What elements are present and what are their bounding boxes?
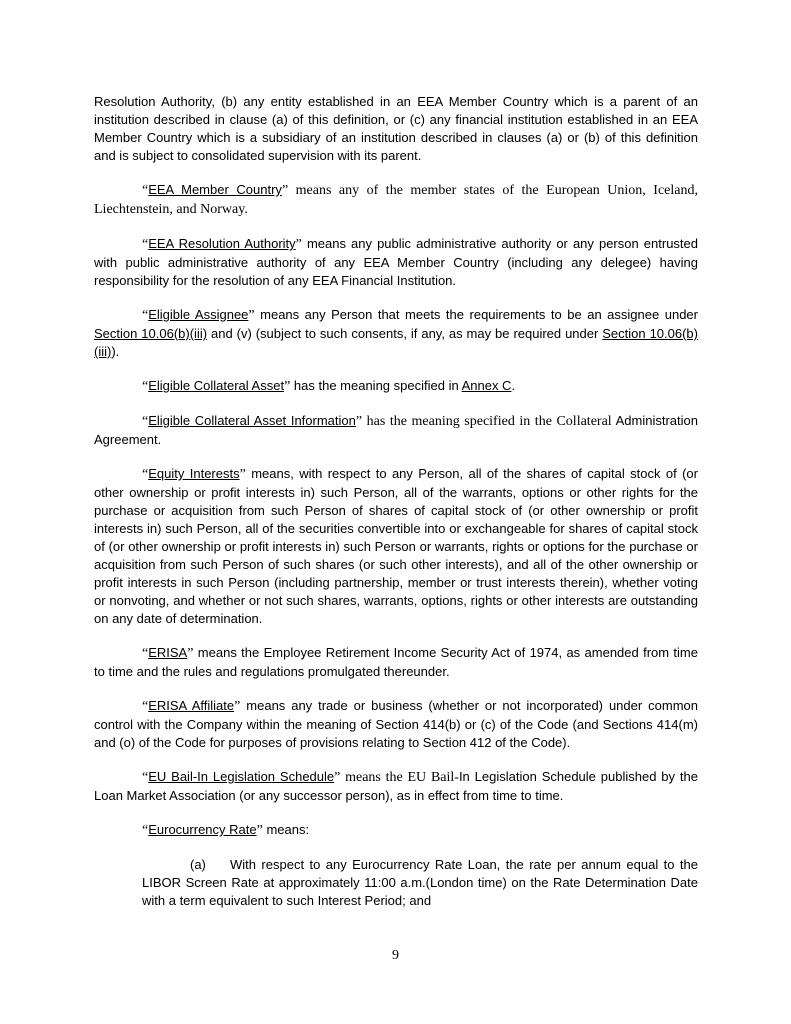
definition-eu-bail-in-legislation-schedule: “EU Bail-In Legislation Schedule” means the EU Bail-In Legislation Schedule published by the Loan Market Association (or any successor person), as in effect from time to time. <box>94 769 698 803</box>
definition-erisa-affiliate: “ERISA Affiliate” means any trade or business (whether or not incorporated) under common control with the Company within the meaning of Section 414(b) or (c) of the Code (and Sections 414(m) and (o) of the Code for purposes of provisions relating to Section 412 of the Code). <box>94 698 698 750</box>
definition-text: means any public administrative authority or any person entrusted with public administrative authority of any EEA Member Country (including any delegee) having responsibility for the resolution of any EEA Financial Institution. <box>94 236 698 288</box>
definition-equity-interests: “Equity Interests” means, with respect to any Person, all of the shares of capital stock of (or other ownership or profit interests in) such Person, all of the warrants, options or other rights for the purchase or acquisition from such Person of shares of capital stock of (or other ownership or profit interests in) such Person, all of the securities convertible into or exchangeable for shares of capital stock of (or other ownership or profit interests in) such Person or warrants, rights or options for the purchase or acquisition from such Person of such shares (or such other interests), and all of the other ownership or profit interests in such Person (including partnership, member or trust interests therein), whether voting or nonvoting, and whether or not such shares, warrants, options, rights or other interests are outstanding on any date of determination. <box>94 466 698 626</box>
definition-eurocurrency-rate: “Eurocurrency Rate” means: <box>142 822 310 838</box>
defined-term: Eurocurrency Rate <box>148 822 257 837</box>
definition-eea-member-country: “EEA Member Country” means any of the member states of the European Union, Iceland, Liechtenstein, and Norway. <box>94 182 698 217</box>
definition-text: means: <box>262 822 310 837</box>
definition-text: means, with respect to any Person, all of the shares of capital stock of (or other ownership or profit interests in) such Person, all of the warrants, options or other rights for the purchase or acquisition from such Person of shares of capital stock of (or other ownership or profit interests in) such Person, all of the securities convertible into or exchangeable for shares of capital stock of (or other ownership or profit interests in) such Person or warrants, rights or options for the purchase or acquisition from such Person of such shares (or such other interests), and all of the other ownership or profit interests in such Person (including partnership, member or trust interests therein), whether voting or nonvoting, and whether or not such shares, warrants, options, rights or other interests are outstanding on any date of determination. <box>94 466 698 626</box>
defined-term: Eligible Collateral Asset <box>148 378 285 393</box>
clause-label: (a) <box>190 857 206 872</box>
defined-term: EEA Resolution Authority <box>148 236 296 251</box>
defined-term: Equity Interests <box>148 466 240 481</box>
paragraph-continuation: Resolution Authority, (b) any entity established in an EEA Member Country which is a parent of an institution described in clause (a) of this definition, or (c) any financial institution established in an EEA Member Country which is a subsidiary of an institution described in clauses (a) or (b) of this definition and is subject to consolidated supervision with its parent. <box>94 94 698 163</box>
defined-term: EEA Member Country <box>148 182 282 197</box>
definition-eligible-collateral-asset-information: “Eligible Collateral Asset Information” has the meaning specified in the Collateral Administration Agreement. <box>94 413 698 447</box>
clause-a <box>142 856 698 910</box>
definition-eea-resolution-authority: “EEA Resolution Authority” means any public administrative authority or any person entrusted with public administrative authority of any EEA Member Country (including any delegee) having responsibility for the resolution of any EEA Financial Institution. <box>94 236 698 288</box>
section-reference: Section 10.06(b)(iii) <box>94 326 698 359</box>
definition-eligible-collateral-asset: “Eligible Collateral Asset” has the meaning specified in Annex C. <box>142 378 516 394</box>
defined-term: Eligible Collateral Asset Information <box>148 413 356 428</box>
defined-term: Eligible Assignee <box>148 307 249 322</box>
defined-term: ERISA <box>148 645 188 660</box>
defined-term: EU Bail-In Legislation Schedule <box>148 769 335 784</box>
annex-reference: Annex C <box>461 378 512 393</box>
document-body <box>94 93 698 910</box>
definition-erisa: “ERISA” means the Employee Retirement Income Security Act of 1974, as amended from time to time and the rules and regulations promulgated thereunder. <box>94 645 698 679</box>
defined-term: ERISA Affiliate <box>148 698 235 713</box>
definition-text: means any of the member states of the European Union, Iceland, Liechtenstein, and Norway. <box>94 183 698 217</box>
section-reference: Section 10.06(b)(iii) <box>94 326 208 341</box>
definition-eligible-assignee: “Eligible Assignee” means any Person that meets the requirements to be an assignee under Section 10.06(b)(iii) and (v) (subject to such consents, if any, as may be required under Section 10.06(b)(iii)). <box>94 307 698 359</box>
page-number: 9 <box>392 948 399 963</box>
clause-text: With respect to any Eurocurrency Rate Loan, the rate per annum equal to the LIBOR Screen Rate at approximately 11:00 a.m.(London time) on the Rate Determination Date with a term equivalent to such Interest Period; and <box>142 857 698 908</box>
definition-text: means any trade or business (whether or not incorporated) under common control with the Company within the meaning of Section 414(b) or (c) of the Code (and Sections 414(m) and (o) of the Code for purposes of provisions relating to Section 412 of the Code). <box>94 698 698 750</box>
definition-text: means the Employee Retirement Income Security Act of 1974, as amended from time to time and the rules and regulations promulgated thereunder. <box>94 645 698 679</box>
